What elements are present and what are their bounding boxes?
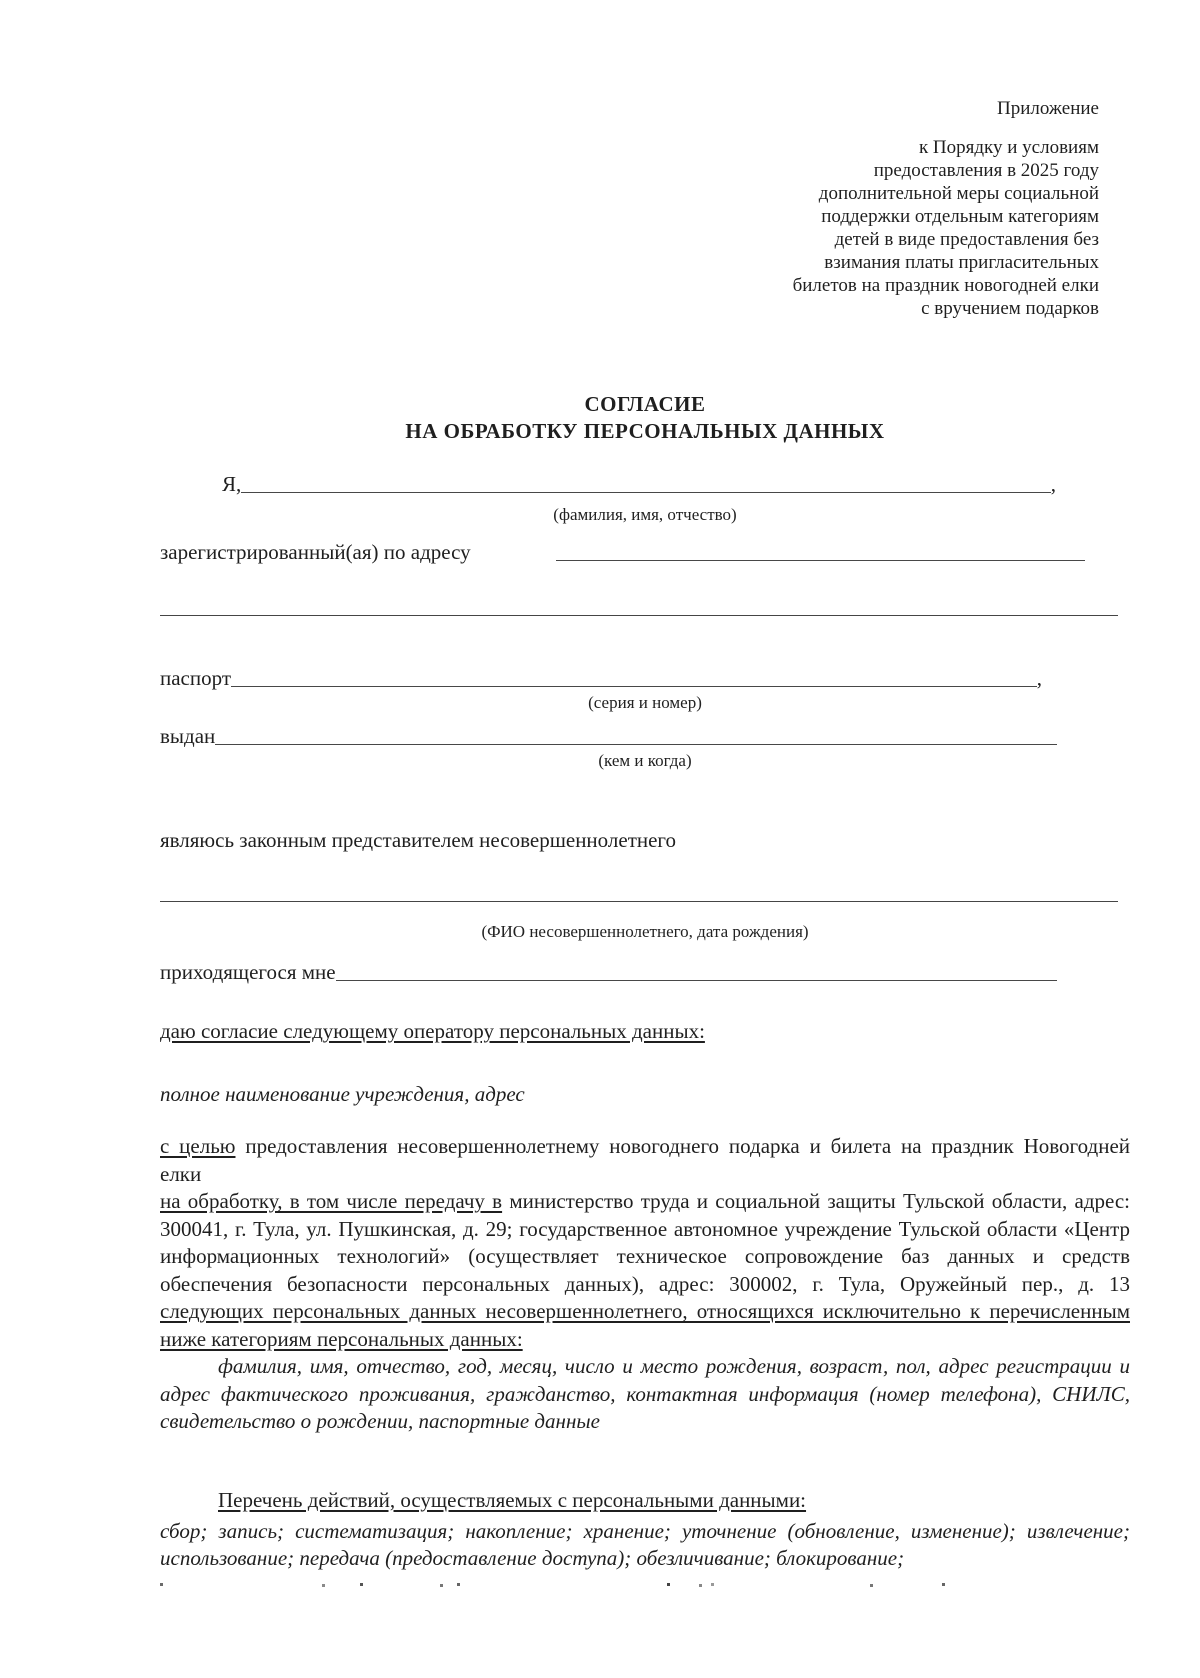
fio-label: Я, (222, 472, 242, 496)
appendix-line: дополнительной меры социальной (818, 183, 1099, 204)
representative-statement: являюсь законным представителем несовершеннолетнего (160, 828, 677, 852)
appendix-line: с вручением подарков (921, 298, 1099, 319)
actions-heading: Перечень действий, осуществляемых с персональными данными: (218, 1487, 807, 1512)
processing-paragraph (160, 1188, 1130, 1353)
personal-data-categories: фамилия, имя, отчество, год, месяц, число и место рождения, возраст, пол, адрес регистрации и адрес фактического проживания, гражданство, контактная информация (номер телефона), СНИЛС, свидетельство о рождении, паспортные данные (160, 1354, 1130, 1433)
issued-by-caption: (кем и когда) (598, 751, 692, 770)
appendix-line: предоставления в 2025 году (873, 160, 1099, 181)
operator-consent-intro: даю согласие следующему оператору персональных данных: (160, 1019, 705, 1043)
issued-by-label: выдан (160, 724, 216, 748)
relation-field-row (160, 957, 1057, 985)
processing-body-text: министерство труда и социальной защиты Тульской области, адрес: 300041, г. Тула, ул. Пушкинская, д. 29; государственное автономное учреждение Тульской области «Центр информационных технологий» (осуществляет техническое сопровождение баз данных и средств обеспечения безопасности персональных данных), адрес: 300002, г. Тула, Оружейный пер., д. 13 (160, 1189, 1131, 1296)
actions-list-paragraph: сбор; запись; систематизация; накопление; хранение; уточнение (обновление, изменение); извлечение; использование; передача (предоставление доступа); обезличивание; блокирование; (160, 1518, 1130, 1570)
appendix-line: детей в виде предоставления без (834, 229, 1099, 250)
passport-field-row (160, 663, 1042, 691)
address-label: зарегистрированный(ая) по адресу (160, 540, 471, 564)
minor-fio-blank-line (160, 901, 1118, 902)
document-title (160, 391, 1130, 445)
issued-by-field-row (160, 721, 1057, 749)
passport-caption: (серия и номер) (588, 693, 702, 712)
relation-blank-line (336, 957, 1057, 981)
title-line-2: НА ОБРАБОТКУ ПЕРСОНАЛЬНЫХ ДАННЫХ (405, 419, 885, 443)
relation-label: приходящегося мне (160, 960, 336, 984)
appendix-line: взимания платы пригласительных (824, 252, 1099, 273)
issued-by-blank-line (215, 721, 1057, 745)
appendix-line: к Порядку и условиям (918, 137, 1099, 158)
purpose-paragraph (160, 1133, 1130, 1188)
appendix-line: поддержки отдельным категориям (821, 206, 1099, 227)
appendix-label: Приложение (997, 98, 1099, 119)
address-blank-line (556, 537, 1085, 561)
appendix-line: билетов на праздник новогодней елки (792, 275, 1099, 296)
minor-fio-caption: (ФИО несовершеннолетнего, дата рождения) (481, 922, 809, 941)
fio-blank-line (241, 469, 1050, 493)
operator-name-hint: полное наименование учреждения, адрес (160, 1082, 525, 1106)
fio-caption: (фамилия, имя, отчество) (553, 505, 737, 524)
fio-field-row (160, 469, 1056, 497)
passport-blank-line (231, 663, 1037, 687)
purpose-lead-underlined: с целью (160, 1134, 236, 1158)
address-blank-line-2 (160, 615, 1118, 616)
purpose-text: предоставления несовершеннолетнему новогоднего подарка и билета на праздник Новогодней елки (160, 1134, 1131, 1186)
processing-tail-underlined: следующих персональных данных несовершеннолетнего, относящихся исключительно к перечисленным ниже категориям персональных данных: (160, 1299, 1130, 1351)
title-line-1: СОГЛАСИЕ (584, 392, 706, 416)
appendix-block (685, 97, 1105, 320)
passport-trailing-comma: , (1036, 666, 1042, 690)
scan-cutoff-artifacts (160, 1583, 1130, 1587)
address-field-row (160, 537, 1085, 565)
passport-label: паспорт (160, 666, 232, 690)
fio-trailing-comma: , (1050, 472, 1056, 496)
processing-lead-underlined: на обработку, в том числе передачу в (160, 1189, 503, 1213)
